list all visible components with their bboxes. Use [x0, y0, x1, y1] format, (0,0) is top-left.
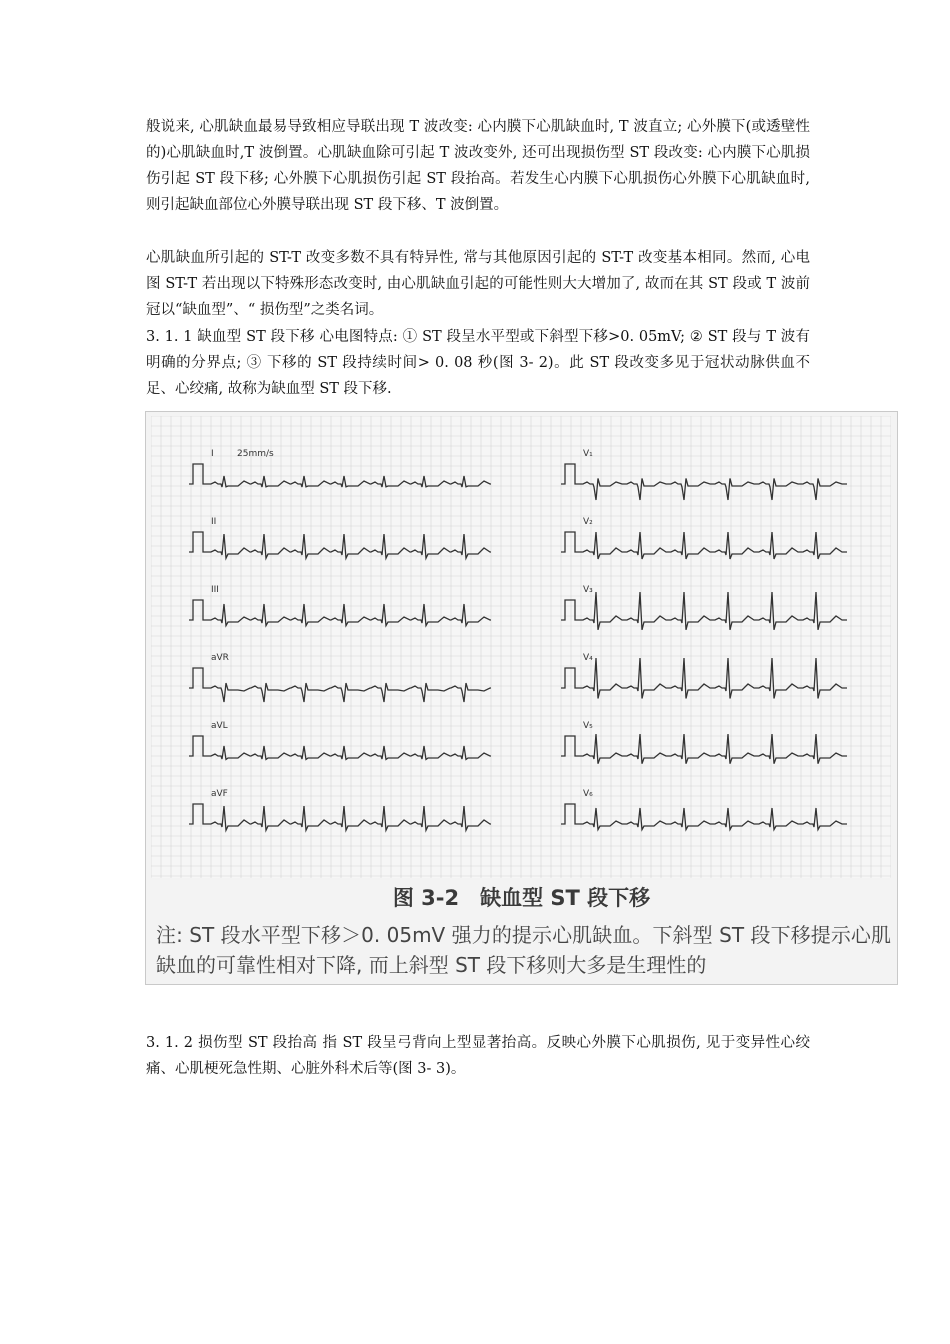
lead-label: V₂: [583, 517, 593, 527]
lead-label: V₅: [583, 721, 593, 731]
ecg-figure: [145, 411, 898, 985]
lead-label: aVL: [211, 721, 228, 731]
paragraph-ischemic-st-depression: 3. 1. 1 缺血型 ST 段下移 心电图特点: ① ST 段呈水平型或下斜型下移>0. 05mV; ② ST 段与 T 波有明确的分界点; ③ 下移的 ST 段持续时间> 0. 08 秒(图 3- 2)。此 ST 段改变多见于冠状动脉供血不足、心绞痛, 故称为缺血型 ST 段下移.: [146, 329, 810, 397]
lead-label: I: [211, 449, 214, 459]
lead-label: V₄: [583, 653, 593, 663]
paragraph-intro: 般说来, 心肌缺血最易导致相应导联出现 T 波改变: 心内膜下心肌缺血时, T 波直立; 心外膜下(或透壁性的)心肌缺血时,T 波倒置。心肌缺血除可引起 T 波改变外, 还可出现损伤型 ST 段改变: 心内膜下心肌损伤引起 ST 段下移; 心外膜下心肌损伤引起 ST 段抬高。若发生心内膜下心肌损伤心外膜下心肌缺血时, 则引起缺血部位心外膜导联出现 ST 段下移、T 波倒置。: [146, 119, 810, 213]
figure-note: 注: ST 段水平型下移＞0. 05mV 强力的提示心肌缺血。下斜型 ST 段下移提示心肌缺血的可靠性相对下降, 而上斜型 ST 段下移则大多是生理性的: [156, 923, 891, 977]
ecg-tracing-panel: [151, 416, 891, 878]
lead-label: III: [211, 585, 219, 595]
paragraph-nonspecific: 心肌缺血所引起的 ST-T 改变多数不具有特异性, 常与其他原因引起的 ST-T 改变基本相同。然而, 心电图 ST-T 若出现以下特殊形态改变时, 由心肌缺血引起的可能性则大大增加了, 故而在其 ST 段或 T 波前冠以“缺血型”、“ 损伤型”之类名词。: [146, 250, 810, 318]
lead-label: aVR: [211, 653, 229, 663]
lead-label: V₁: [583, 449, 593, 459]
figure-caption: 图 3-2 缺血型 ST 段下移: [392, 886, 651, 910]
speed-label: 25mm/s: [237, 449, 274, 459]
lead-label: II: [211, 517, 217, 527]
paragraph-injury-st-elevation: 3. 1. 2 损伤型 ST 段抬高 指 ST 段呈弓背向上型显著抬高。反映心外膜下心肌损伤, 见于变异性心绞痛、心肌梗死急性期、心脏外科术后等(图 3- 3)。: [146, 1035, 810, 1077]
lead-label: aVF: [211, 789, 228, 799]
ecg-tracing: [151, 416, 891, 878]
lead-label: V₃: [583, 585, 593, 595]
lead-label: V₆: [583, 789, 593, 799]
